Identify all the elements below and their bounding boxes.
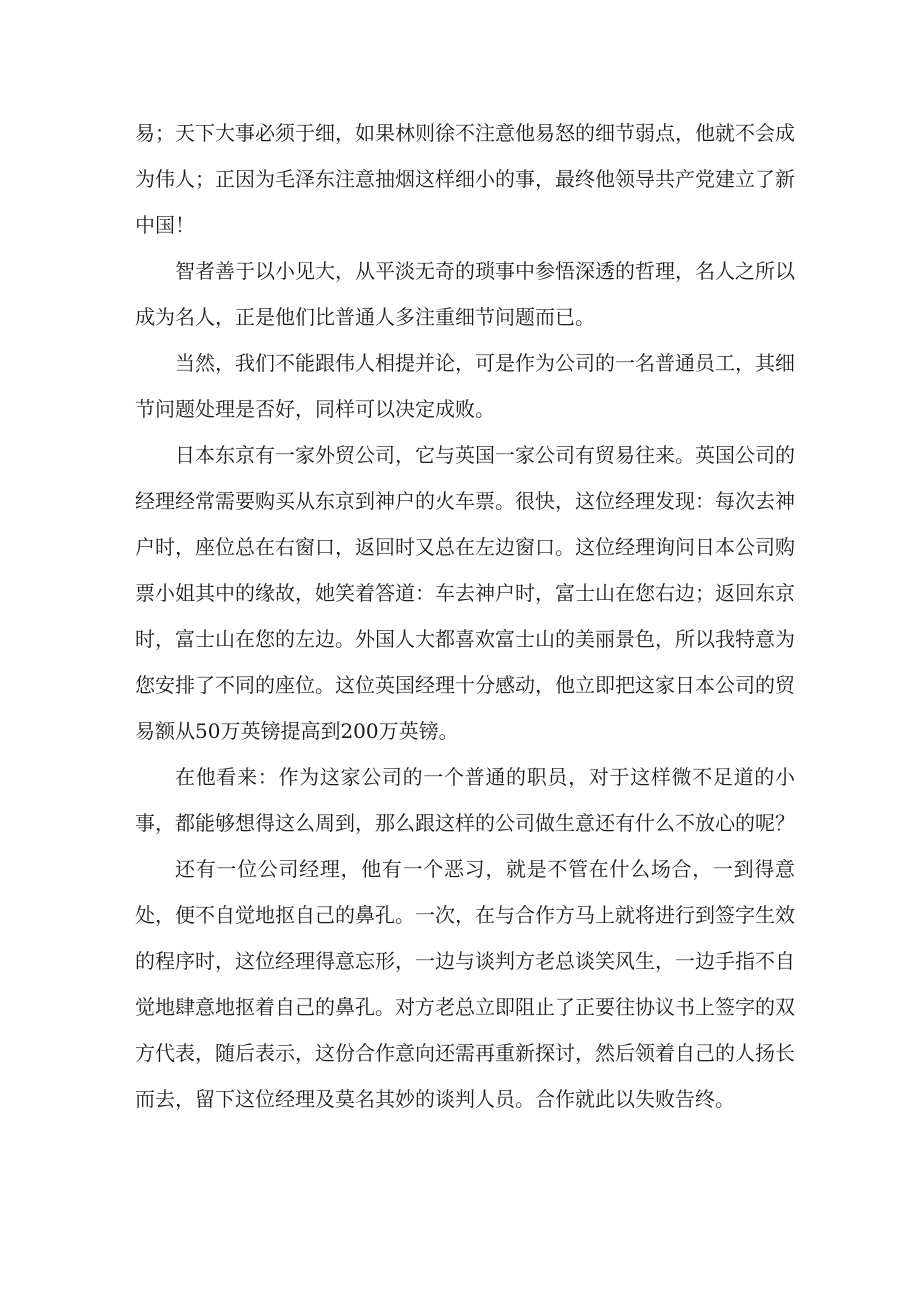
paragraph-manager-view: 在他看来：作为这家公司的一个普通的职员，对于这样微不足道的小事，都能够想得这么周到，那么跟这样的公司做生意还有什么不放心的呢？ xyxy=(135,765,795,835)
paragraph-ordinary-employee: 当然，我们不能跟伟人相提并论，可是作为公司的一名普通员工，其细节问题处理是否好，同样可以决定成败。 xyxy=(135,351,795,421)
paragraph-fuji-story: 日本东京有一家外贸公司，它与英国一家公司有贸易往来。英国公司的经理经常需要购买从东京到神户的火车票。很快，这位经理发现：每次去神户时，座位总在右窗口，返回时又总在左边窗口。这位经理询问日本公司购票小姐其中的缘故，她笑着答道：车去神户时，富士山在您右边；返回东京时，富士山在您的左边。外国人大都喜欢富士山的美丽景色，所以我特意为您安排了不同的座位。这位英国经理十分感动，他立即把这家日本公司的贸易额从50万英镑提高到200万英镑。 xyxy=(135,443,795,743)
paragraph-wise-people: 智者善于以小见大，从平淡无奇的琐事中参悟深透的哲理，名人之所以成为名人，正是他们比普通人多注重细节问题而已。 xyxy=(135,259,795,329)
paragraph-continued: 易；天下大事必须于细，如果林则徐不注意他易怒的细节弱点，他就不会成为伟人；正因为毛泽东注意抽烟这样细小的事，最终他领导共产党建立了新中国！ xyxy=(135,121,795,237)
document-body xyxy=(135,110,795,1122)
paragraph-bad-habit: 还有一位公司经理，他有一个恶习，就是不管在什么场合，一到得意处，便不自觉地抠自己的鼻孔。一次，在与合作方马上就将进行到签字生效的程序时，这位经理得意忘形，一边与谈判方老总谈笑风生，一边手指不自觉地肆意地抠着自己的鼻孔。对方老总立即阻止了正要往协议书上签字的双方代表，随后表示，这份合作意向还需再重新探讨，然后领着自己的人扬长而去，留下这位经理及莫名其妙的谈判人员。合作就此以失败告终。 xyxy=(135,857,795,1111)
